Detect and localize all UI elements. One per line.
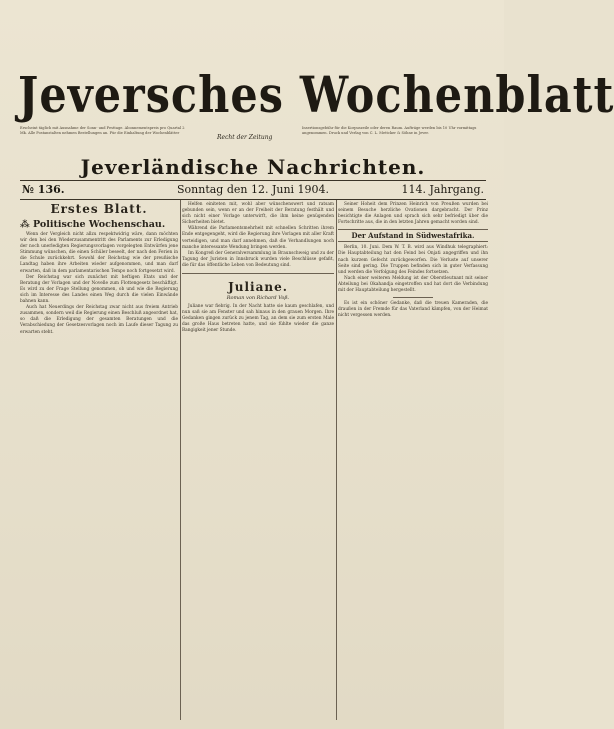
column-divider [180,200,181,720]
issue-date: Sonntag den 12. Juni 1904. [177,183,330,196]
article-paragraph: Seiner Hoheit dem Prinzen Heinrich von Preußen wurden bei seinem Besuche herzliche Ovationen dargebracht. Der Prinz besichtigte die Anlagen und sprach sich sehr befriedigt über die Fortschritte aus, die in den letzten Jahren gemacht worden sind. [338,202,488,226]
novel-paragraph: Juliane war fiebrig. In der Nacht hatte sie kaum geschlafen, und nun saß sie am Fenster und sah hinaus in den grauen Morgen. Ihre Gedanken gingen zurück zu jenem Tag, an dem sie zum ersten Male das große Haus betreten hatte, und sie fühlte wieder die ganze Bangigkeit jener Stunde. [182,304,334,334]
article-heading: Der Aufstand in Südwestafrika. [338,229,488,242]
novel-author: Roman von Richard Voß. [226,295,290,302]
subhead-right-notice: Insertionsgebühr für die Korpuszeile oder deren Raum. Aufträge werden bis 10 Uhr vormittags angenommen. Druck und Verlag von C. L. Mettcker & Söhne in Jever. [302,126,477,135]
column-divider [336,200,337,720]
rubric-heading: ⁂ Politische Wochenschau. [20,219,166,230]
article-paragraph: Nach einer weiteren Meldung ist der Oberstleutnant mit seiner Abteilung bei Okahandja eingetroffen und hat dort die Verbindung mit der Hauptabteilung hergestellt. [338,275,488,294]
article-paragraph: Berlin, 10. Juni. Dem W. T. B. wird aus Windhuk telegraphiert: Die Hauptabteilung hat den Feind bei Onjati angegriffen und ihn nach kurzem Gefecht zurückgeworfen. Die Verluste auf unserer Seite sind gering. Die Truppen befinden sich in guter Verfassung und werden die Verfolgung des Feindes fortsetzen. [338,245,488,275]
article-paragraph: Während die Parlamentsmehrheit mit schnellen Schritten ihrem Ende entgegengeht, wird die Regierung ihre Vorlagen mit aller Kraft verteidigen, und man darf annehmen, daß die Verhandlungen noch manche interessante Wendung bringen werden. [182,226,334,250]
subhead-motto: Recht der Zeitung [217,134,273,141]
column-1 [20,202,178,722]
section-divider [182,273,334,274]
subhead-row [20,124,486,152]
section-title: Erstes Blatt. [50,202,148,216]
article-paragraph: Auch hat Neuerdings der Reichstag zwar nicht aus freiem Antrieb zusammen, sondern weil die Regierung einen Beschluß angeordnet hat, so daß die Erledigung der gesamten Beratungen und die Verabschiedung der Gesetzesvorlagen noch im Laufe dieser Tagung zu erwarten steht. [20,305,178,335]
issue-info-bar [20,180,486,200]
column-3 [338,202,488,722]
subhead-left-notice: Erscheint täglich mit Ausnahme der Sonn- und Festtage. Abonnementspreis pro Quartal 2 Mk. Alle Postanstalten nehmen Bestellungen an. Für die Einhaltung der Wochenblätter [20,126,185,135]
issue-number: № 136. [22,183,65,196]
newspaper-subtitle: Jeverländische Nachrichten. [80,155,426,179]
article-paragraph: Es ist ein schöner Gedanke, daß die treuen Kameraden, die draußen in der Fremde für das Vaterland kämpfen, von der Heimat nicht vergessen werden. [338,301,488,319]
novel-title: Juliane. [228,280,288,295]
article-paragraph: Der Reichstag war sich zunächst mit heftigen Etats und der Beratung der Vorlagen und der Novelle zum Flottengesetz beschäftigt. Es wird zu der Frage Stellung genommen, ob und wie die Regierung sich im Interesse des Landes einen Weg durch die vielen Einwände bahnen kann. [20,274,178,305]
masthead-title: Jeversches Wochenblatt [18,67,614,125]
article-paragraph: Wenn der Vergleich nicht allzu respektwidrig wäre, dann möchten wir den bei den Wiederzusammentritt des Parlaments zur Erledigung der noch unerledigten Regierungsvorlagen vorgelegten Entwürfen jene Stimmung wünschen, die einen Schüler beseelt, der nach den Ferien in die Schule zurückkehrt. Sowohl der Reichstag wie der preußische Landtag haben ihre Arbeiten wieder aufgenommen, und man darf erwarten, daß in dem parlamentarischen Tempo noch fortgesetzt wird. [20,232,178,274]
short-divider [393,297,433,298]
column-2 [182,202,334,722]
article-paragraph: Helfen einiteten mit, wohl aber wünschenswert und ratsam gebunden sein, wenn er an der Freiheit der Beratung festhält und sich nicht einer Vorlage unterwirft, die ihm keine genügenden Sicherheiten bietet. [182,202,334,226]
issue-year: 114. Jahrgang. [401,183,484,196]
article-paragraph: Im Kongreß der Generalversammlung in Braunschweig und zu der Tagung der Juristen in Innsbruck wurden viele Beschlüsse gefaßt, die für das öffentliche Leben von Bedeutung sind. [182,250,334,268]
